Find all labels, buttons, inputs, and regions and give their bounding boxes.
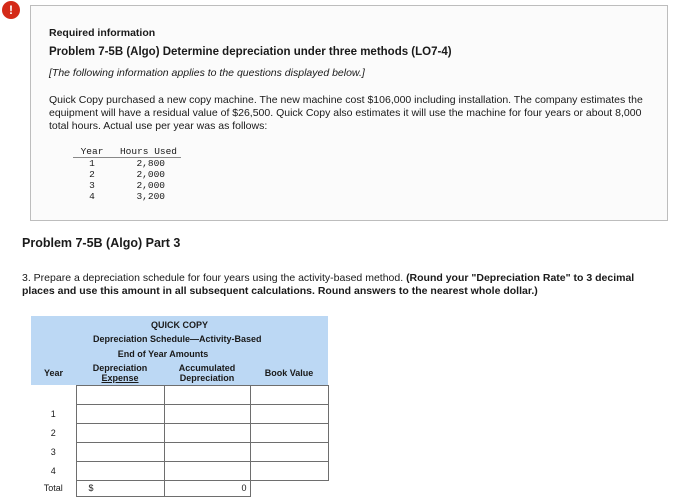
accumulated-dep-field[interactable] — [165, 405, 250, 423]
problem-description: Quick Copy purchased a new copy machine. The new machine cost $106,000 including installation. The company estimates the equipment will have a residual value of $26,500. Quick Copy also estimates it will use the machine for four years or about 8,000 total hours. Actual use per year was as follows: — [49, 94, 643, 132]
dep-header-line1: Depreciation — [92, 362, 148, 373]
book-value-field[interactable] — [251, 462, 328, 480]
hours-year: 1 — [89, 158, 95, 169]
part-title: Problem 7-5B (Algo) Part 3 — [22, 236, 181, 250]
year0-dep-field[interactable] — [77, 386, 164, 404]
accumulated-dep-input[interactable] — [164, 404, 250, 423]
hours-value: 2,000 — [136, 180, 165, 191]
required-information-label: Required information — [49, 27, 156, 39]
total-row — [31, 480, 328, 496]
year0-book-input[interactable] — [250, 385, 328, 404]
book-value-field[interactable] — [251, 405, 328, 423]
accumulated-dep-input[interactable] — [164, 423, 250, 442]
book-value-field[interactable] — [251, 424, 328, 442]
book-value-input[interactable] — [250, 442, 328, 461]
year0-book-field[interactable] — [251, 386, 328, 404]
year0-acc-field[interactable] — [165, 386, 250, 404]
schedule-company: QUICK COPY — [151, 320, 209, 330]
accumulated-dep-field[interactable] — [165, 443, 250, 461]
dep-expense-input[interactable] — [76, 442, 164, 461]
dep-header-line2: Expense — [101, 372, 139, 383]
table-row — [73, 180, 181, 191]
dep-expense-input[interactable] — [76, 404, 164, 423]
schedule-year: 4 — [50, 465, 56, 476]
year0-dep-input[interactable] — [76, 385, 164, 404]
dep-expense-field[interactable] — [77, 462, 164, 480]
accumulated-dep-field[interactable] — [165, 462, 250, 480]
col-accumulated-depreciation-header — [164, 361, 250, 385]
hours-used-table — [73, 146, 181, 202]
hours-value: 2,800 — [136, 158, 165, 169]
hours-year: 3 — [89, 180, 95, 191]
book-value-input[interactable] — [250, 404, 328, 423]
hours-year: 4 — [89, 191, 95, 202]
col-year-header: Year — [43, 368, 64, 378]
col-book-value-header: Book Value — [264, 367, 314, 378]
required-information-box — [30, 5, 668, 221]
table-row — [73, 169, 181, 180]
acc-header-line1: Accumulated — [178, 362, 236, 373]
instruction-text — [22, 272, 662, 298]
book-value-input[interactable] — [250, 461, 328, 480]
hours-header-hours: Hours Used — [111, 146, 181, 158]
hours-year: 2 — [89, 169, 95, 180]
instruction-rounding-note: (Round your "Depreciation Rate" to 3 decimal places and use this amount in all subsequent calculations. Round answers to the nearest whole dollar.) — [22, 272, 635, 297]
schedule-year: 1 — [50, 408, 56, 419]
dep-expense-field[interactable] — [77, 405, 164, 423]
depreciation-schedule-table — [31, 316, 329, 497]
dep-expense-input[interactable] — [76, 461, 164, 480]
total-label: Total — [43, 483, 63, 493]
table-row — [73, 191, 181, 202]
total-currency: $ — [76, 480, 164, 496]
dep-expense-field[interactable] — [77, 443, 164, 461]
table-row — [73, 158, 181, 170]
hours-value: 2,000 — [136, 169, 165, 180]
hours-value: 3,200 — [136, 191, 165, 202]
year0-acc-input[interactable] — [164, 385, 250, 404]
alert-icon: ! — [2, 1, 20, 19]
table-row — [31, 423, 328, 442]
end-of-year-header: End of Year Amounts — [117, 348, 209, 359]
book-value-input[interactable] — [250, 423, 328, 442]
accumulated-dep-input[interactable] — [164, 461, 250, 480]
col-depreciation-expense-header — [76, 361, 164, 385]
table-row — [31, 404, 328, 423]
accumulated-dep-input[interactable] — [164, 442, 250, 461]
info-note: [The following information applies to the questions displayed below.] — [49, 67, 365, 79]
acc-header-line2: Depreciation — [179, 372, 235, 383]
instruction-main: 3. Prepare a depreciation schedule for four years using the activity-based method. — [22, 272, 407, 284]
table-row — [31, 442, 328, 461]
dep-expense-input[interactable] — [76, 423, 164, 442]
book-value-field[interactable] — [251, 443, 328, 461]
problem-title: Problem 7-5B (Algo) Determine depreciation under three methods (LO7-4) — [49, 46, 452, 58]
schedule-year: 2 — [50, 427, 56, 438]
schedule-year: 3 — [50, 446, 56, 457]
dep-expense-field[interactable] — [77, 424, 164, 442]
hours-header-year: Year — [73, 146, 111, 158]
accumulated-dep-field[interactable] — [165, 424, 250, 442]
table-row — [31, 461, 328, 480]
total-accumulated-value: 0 — [164, 480, 250, 496]
schedule-subtitle: Depreciation Schedule—Activity-Based — [93, 334, 262, 344]
